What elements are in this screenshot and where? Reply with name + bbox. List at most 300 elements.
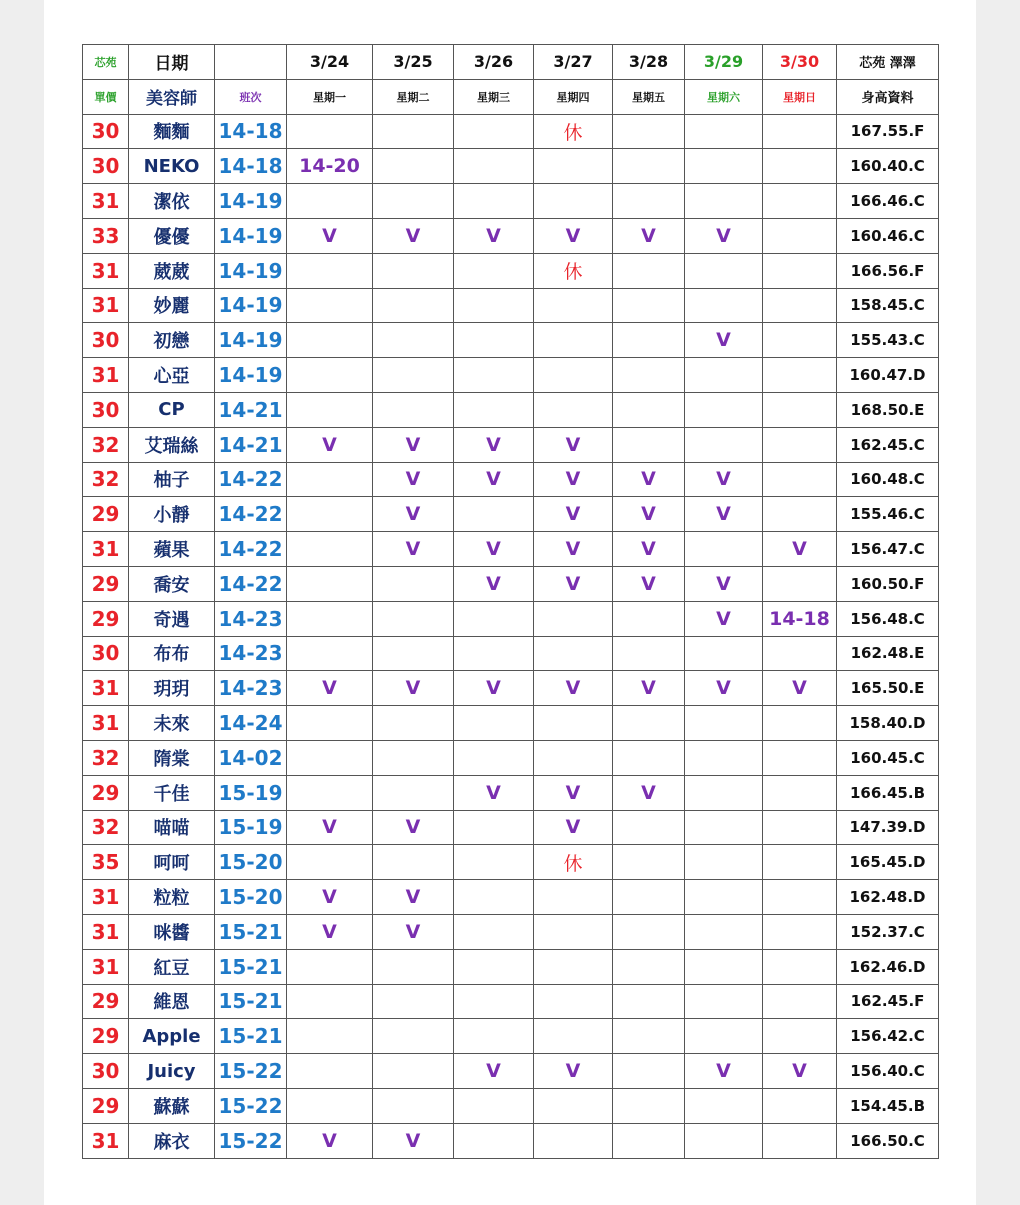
schedule-cell <box>373 323 454 358</box>
table-row <box>83 462 939 497</box>
beautician-name: 千佳 <box>129 775 215 810</box>
schedule-cell <box>685 358 763 393</box>
schedule-cell <box>685 949 763 984</box>
schedule-cell: V <box>454 427 534 462</box>
shift-cell: 14-19 <box>215 184 287 219</box>
schedule-cell: V <box>534 218 613 253</box>
schedule-cell: V <box>287 671 373 706</box>
schedule-cell <box>613 984 685 1019</box>
height-cell: 160.48.C <box>837 462 939 497</box>
height-cell: 160.50.F <box>837 566 939 601</box>
beautician-name: 艾瑞絲 <box>129 427 215 462</box>
beautician-name: 初戀 <box>129 323 215 358</box>
schedule-cell <box>454 1123 534 1158</box>
height-cell: 165.45.D <box>837 845 939 880</box>
table-row <box>83 880 939 915</box>
height-cell: 155.46.C <box>837 497 939 532</box>
height-cell: 158.45.C <box>837 288 939 323</box>
schedule-cell <box>763 427 837 462</box>
schedule-cell <box>685 253 763 288</box>
schedule-cell <box>373 706 454 741</box>
schedule-cell: V <box>454 218 534 253</box>
table-row <box>83 427 939 462</box>
schedule-cell: V <box>373 914 454 949</box>
table-row <box>83 949 939 984</box>
schedule-cell <box>763 184 837 219</box>
price-cell: 31 <box>83 184 129 219</box>
schedule-cell <box>534 288 613 323</box>
beautician-name: 布布 <box>129 636 215 671</box>
schedule-cell: V <box>287 218 373 253</box>
schedule-cell <box>454 149 534 184</box>
header-weekday: 星期五 <box>613 79 685 114</box>
schedule-cell <box>373 149 454 184</box>
header-date: 3/24 <box>287 45 373 80</box>
schedule-cell <box>763 949 837 984</box>
header-price-label: 單價 <box>83 79 129 114</box>
price-cell: 31 <box>83 358 129 393</box>
schedule-cell: V <box>685 671 763 706</box>
price-cell: 35 <box>83 845 129 880</box>
schedule-cell <box>763 566 837 601</box>
schedule-cell <box>287 775 373 810</box>
schedule-cell: V <box>534 566 613 601</box>
beautician-name: 奇遇 <box>129 601 215 636</box>
shift-cell: 15-19 <box>215 775 287 810</box>
table-row <box>83 706 939 741</box>
schedule-cell: V <box>454 1054 534 1089</box>
schedule-cell <box>763 740 837 775</box>
height-cell: 156.47.C <box>837 532 939 567</box>
shift-cell: 15-22 <box>215 1054 287 1089</box>
schedule-cell <box>763 218 837 253</box>
schedule-cell <box>454 810 534 845</box>
schedule-cell <box>287 601 373 636</box>
schedule-cell: V <box>613 497 685 532</box>
price-cell: 29 <box>83 984 129 1019</box>
header-beautician-label: 美容師 <box>129 79 215 114</box>
price-cell: 31 <box>83 1123 129 1158</box>
schedule-cell: V <box>454 775 534 810</box>
schedule-cell <box>685 845 763 880</box>
beautician-name: Apple <box>129 1019 215 1054</box>
beautician-name: 喵喵 <box>129 810 215 845</box>
schedule-cell <box>534 392 613 427</box>
schedule-cell <box>534 601 613 636</box>
schedule-cell <box>534 358 613 393</box>
schedule-cell: V <box>373 427 454 462</box>
price-cell: 31 <box>83 253 129 288</box>
schedule-cell <box>685 636 763 671</box>
price-cell: 31 <box>83 288 129 323</box>
header-weekday: 星期三 <box>454 79 534 114</box>
schedule-cell: V <box>534 775 613 810</box>
shift-cell: 14-18 <box>215 149 287 184</box>
height-cell: 158.40.D <box>837 706 939 741</box>
schedule-cell <box>613 740 685 775</box>
schedule-cell <box>373 358 454 393</box>
schedule-cell <box>613 845 685 880</box>
schedule-cell <box>454 323 534 358</box>
schedule-cell <box>763 636 837 671</box>
beautician-name: 葳葳 <box>129 253 215 288</box>
shift-cell: 15-21 <box>215 984 287 1019</box>
schedule-cell <box>373 288 454 323</box>
schedule-cell <box>373 845 454 880</box>
schedule-cell <box>454 392 534 427</box>
schedule-cell <box>454 706 534 741</box>
beautician-name: 粒粒 <box>129 880 215 915</box>
height-cell: 155.43.C <box>837 323 939 358</box>
schedule-cell: V <box>685 462 763 497</box>
schedule-cell <box>613 427 685 462</box>
schedule-cell: V <box>373 1123 454 1158</box>
schedule-cell <box>454 984 534 1019</box>
table-row <box>83 1123 939 1158</box>
schedule-cell <box>685 914 763 949</box>
schedule-cell <box>287 845 373 880</box>
schedule-cell <box>287 462 373 497</box>
beautician-name: 蘋果 <box>129 532 215 567</box>
header-height-label: 身高資料 <box>837 79 939 114</box>
shift-cell: 14-19 <box>215 358 287 393</box>
schedule-cell <box>454 114 534 149</box>
table-row <box>83 914 939 949</box>
price-cell: 30 <box>83 149 129 184</box>
height-cell: 162.45.C <box>837 427 939 462</box>
shift-cell: 15-20 <box>215 845 287 880</box>
schedule-cell <box>763 914 837 949</box>
schedule-cell <box>454 253 534 288</box>
height-cell: 154.45.B <box>837 1088 939 1123</box>
schedule-cell <box>763 775 837 810</box>
schedule-cell <box>287 392 373 427</box>
schedule-cell <box>534 1088 613 1123</box>
schedule-cell: V <box>613 775 685 810</box>
price-cell: 32 <box>83 740 129 775</box>
schedule-cell <box>287 114 373 149</box>
schedule-cell <box>613 949 685 984</box>
schedule-cell <box>287 706 373 741</box>
beautician-name: 妙麗 <box>129 288 215 323</box>
schedule-cell: 休 <box>534 845 613 880</box>
shift-cell: 15-22 <box>215 1088 287 1123</box>
price-cell: 29 <box>83 497 129 532</box>
schedule-cell <box>287 1088 373 1123</box>
schedule-cell <box>613 323 685 358</box>
schedule-cell <box>613 810 685 845</box>
height-cell: 166.56.F <box>837 253 939 288</box>
beautician-name: 維恩 <box>129 984 215 1019</box>
schedule-cell <box>763 497 837 532</box>
beautician-name: 小靜 <box>129 497 215 532</box>
schedule-cell <box>287 740 373 775</box>
schedule-cell <box>287 636 373 671</box>
schedule-cell: V <box>685 1054 763 1089</box>
schedule-cell <box>287 532 373 567</box>
schedule-cell: V <box>454 532 534 567</box>
table-row <box>83 601 939 636</box>
shift-cell: 14-02 <box>215 740 287 775</box>
price-cell: 30 <box>83 392 129 427</box>
schedule-cell: V <box>287 880 373 915</box>
schedule-cell <box>373 253 454 288</box>
schedule-cell: V <box>613 462 685 497</box>
table-row <box>83 253 939 288</box>
schedule-cell <box>287 1019 373 1054</box>
schedule-cell <box>534 880 613 915</box>
beautician-name: 麵麵 <box>129 114 215 149</box>
schedule-cell <box>763 323 837 358</box>
table-row <box>83 218 939 253</box>
schedule-cell: V <box>373 532 454 567</box>
schedule-cell <box>763 149 837 184</box>
schedule-cell: V <box>287 914 373 949</box>
schedule-cell: V <box>373 880 454 915</box>
schedule-cell <box>685 880 763 915</box>
schedule-cell: V <box>454 462 534 497</box>
schedule-cell: 休 <box>534 114 613 149</box>
beautician-name: 咪醬 <box>129 914 215 949</box>
schedule-cell <box>454 601 534 636</box>
table-row <box>83 775 939 810</box>
schedule-cell <box>454 914 534 949</box>
height-cell: 156.40.C <box>837 1054 939 1089</box>
price-cell: 29 <box>83 1019 129 1054</box>
schedule-cell <box>685 288 763 323</box>
height-cell: 147.39.D <box>837 810 939 845</box>
table-row <box>83 184 939 219</box>
schedule-cell: V <box>287 810 373 845</box>
table-row <box>83 1019 939 1054</box>
header-shift-label: 班次 <box>215 79 287 114</box>
header-weekday: 星期日 <box>763 79 837 114</box>
schedule-cell <box>613 636 685 671</box>
table-row <box>83 392 939 427</box>
schedule-cell <box>685 706 763 741</box>
schedule-cell <box>763 1019 837 1054</box>
shift-cell: 14-19 <box>215 288 287 323</box>
schedule-cell <box>454 288 534 323</box>
header-row-weekdays <box>83 79 939 114</box>
shift-cell: 14-22 <box>215 497 287 532</box>
schedule-cell <box>287 288 373 323</box>
schedule-cell: V <box>454 671 534 706</box>
price-cell: 32 <box>83 462 129 497</box>
price-cell: 29 <box>83 1088 129 1123</box>
price-cell: 31 <box>83 914 129 949</box>
schedule-cell <box>763 288 837 323</box>
shift-cell: 15-20 <box>215 880 287 915</box>
beautician-name: 蘇蘇 <box>129 1088 215 1123</box>
schedule-cell <box>763 358 837 393</box>
schedule-cell <box>287 1054 373 1089</box>
price-cell: 29 <box>83 775 129 810</box>
price-cell: 31 <box>83 532 129 567</box>
schedule-cell: V <box>685 218 763 253</box>
table-row <box>83 358 939 393</box>
schedule-cell <box>534 984 613 1019</box>
schedule-cell: V <box>373 671 454 706</box>
schedule-cell <box>613 114 685 149</box>
schedule-cell: V <box>454 566 534 601</box>
schedule-cell <box>613 1088 685 1123</box>
header-row-dates <box>83 45 939 80</box>
schedule-cell <box>454 1019 534 1054</box>
shift-cell: 14-19 <box>215 218 287 253</box>
height-cell: 167.55.F <box>837 114 939 149</box>
schedule-cell: V <box>685 497 763 532</box>
table-row <box>83 114 939 149</box>
height-cell: 160.45.C <box>837 740 939 775</box>
beautician-name: 隋棠 <box>129 740 215 775</box>
beautician-name: 心亞 <box>129 358 215 393</box>
schedule-cell <box>454 949 534 984</box>
shift-cell: 14-21 <box>215 392 287 427</box>
beautician-name: 優優 <box>129 218 215 253</box>
schedule-cell <box>373 949 454 984</box>
schedule-cell <box>613 1054 685 1089</box>
schedule-cell <box>613 358 685 393</box>
schedule-cell <box>763 880 837 915</box>
schedule-cell <box>287 323 373 358</box>
schedule-cell <box>534 1019 613 1054</box>
schedule-cell <box>373 601 454 636</box>
schedule-cell <box>454 358 534 393</box>
beautician-name: 麻衣 <box>129 1123 215 1158</box>
schedule-cell <box>454 740 534 775</box>
schedule-cell <box>685 775 763 810</box>
shift-cell: 14-22 <box>215 462 287 497</box>
header-weekday: 星期一 <box>287 79 373 114</box>
height-cell: 168.50.E <box>837 392 939 427</box>
beautician-name: Juicy <box>129 1054 215 1089</box>
schedule-cell <box>287 253 373 288</box>
schedule-cell <box>287 566 373 601</box>
header-date-label: 日期 <box>129 45 215 80</box>
schedule-cell <box>534 1123 613 1158</box>
header-store-name: 芯苑 澤澤 <box>837 45 939 80</box>
table-row <box>83 566 939 601</box>
price-cell: 32 <box>83 427 129 462</box>
schedule-cell <box>373 184 454 219</box>
height-cell: 166.46.C <box>837 184 939 219</box>
schedule-cell: V <box>373 462 454 497</box>
schedule-cell <box>763 810 837 845</box>
schedule-cell <box>373 636 454 671</box>
schedule-cell <box>613 706 685 741</box>
header-price-top: 芯苑 <box>83 45 129 80</box>
shift-cell: 14-22 <box>215 566 287 601</box>
schedule-cell <box>373 1088 454 1123</box>
table-row <box>83 740 939 775</box>
table-row <box>83 1088 939 1123</box>
schedule-cell <box>763 253 837 288</box>
schedule-cell <box>454 1088 534 1123</box>
beautician-name: NEKO <box>129 149 215 184</box>
schedule-cell: V <box>534 497 613 532</box>
height-cell: 165.50.E <box>837 671 939 706</box>
price-cell: 29 <box>83 601 129 636</box>
beautician-name: 未來 <box>129 706 215 741</box>
schedule-cell <box>763 845 837 880</box>
table-row <box>83 636 939 671</box>
price-cell: 30 <box>83 1054 129 1089</box>
height-cell: 160.46.C <box>837 218 939 253</box>
shift-cell: 14-18 <box>215 114 287 149</box>
schedule-cell: V <box>685 323 763 358</box>
height-cell: 162.45.F <box>837 984 939 1019</box>
schedule-cell <box>534 949 613 984</box>
height-cell: 166.50.C <box>837 1123 939 1158</box>
shift-cell: 14-22 <box>215 532 287 567</box>
height-cell: 162.46.D <box>837 949 939 984</box>
schedule-cell <box>613 914 685 949</box>
schedule-cell <box>685 427 763 462</box>
beautician-name: 玥玥 <box>129 671 215 706</box>
schedule-cell <box>763 392 837 427</box>
table-row <box>83 288 939 323</box>
height-cell: 152.37.C <box>837 914 939 949</box>
schedule-cell <box>534 636 613 671</box>
shift-cell: 14-19 <box>215 323 287 358</box>
schedule-cell <box>373 775 454 810</box>
header-shift-blank <box>215 45 287 80</box>
table-row <box>83 497 939 532</box>
price-cell: 31 <box>83 671 129 706</box>
shift-cell: 14-23 <box>215 636 287 671</box>
height-cell: 162.48.D <box>837 880 939 915</box>
schedule-cell <box>613 184 685 219</box>
height-cell: 162.48.E <box>837 636 939 671</box>
schedule-cell <box>534 740 613 775</box>
table-row <box>83 532 939 567</box>
beautician-name: CP <box>129 392 215 427</box>
schedule-cell <box>763 706 837 741</box>
schedule-cell: V <box>534 810 613 845</box>
schedule-cell <box>454 636 534 671</box>
schedule-cell <box>685 392 763 427</box>
schedule-cell <box>685 1019 763 1054</box>
table-row <box>83 1054 939 1089</box>
schedule-cell <box>613 1019 685 1054</box>
schedule-cell <box>613 1123 685 1158</box>
schedule-cell: V <box>534 462 613 497</box>
shift-cell: 15-22 <box>215 1123 287 1158</box>
shift-cell: 14-23 <box>215 601 287 636</box>
schedule-cell <box>685 149 763 184</box>
header-date: 3/29 <box>685 45 763 80</box>
schedule-cell: V <box>534 1054 613 1089</box>
price-cell: 31 <box>83 949 129 984</box>
beautician-name: 呵呵 <box>129 845 215 880</box>
beautician-name: 柚子 <box>129 462 215 497</box>
schedule-cell <box>373 114 454 149</box>
schedule-cell <box>373 740 454 775</box>
height-cell: 160.40.C <box>837 149 939 184</box>
schedule-cell <box>685 1123 763 1158</box>
height-cell: 160.47.D <box>837 358 939 393</box>
table-row <box>83 149 939 184</box>
header-weekday: 星期六 <box>685 79 763 114</box>
schedule-cell: 14-18 <box>763 601 837 636</box>
schedule-table <box>82 44 939 1159</box>
schedule-cell: V <box>287 1123 373 1158</box>
schedule-cell <box>534 914 613 949</box>
table-row <box>83 671 939 706</box>
schedule-cell <box>454 497 534 532</box>
schedule-cell <box>454 845 534 880</box>
